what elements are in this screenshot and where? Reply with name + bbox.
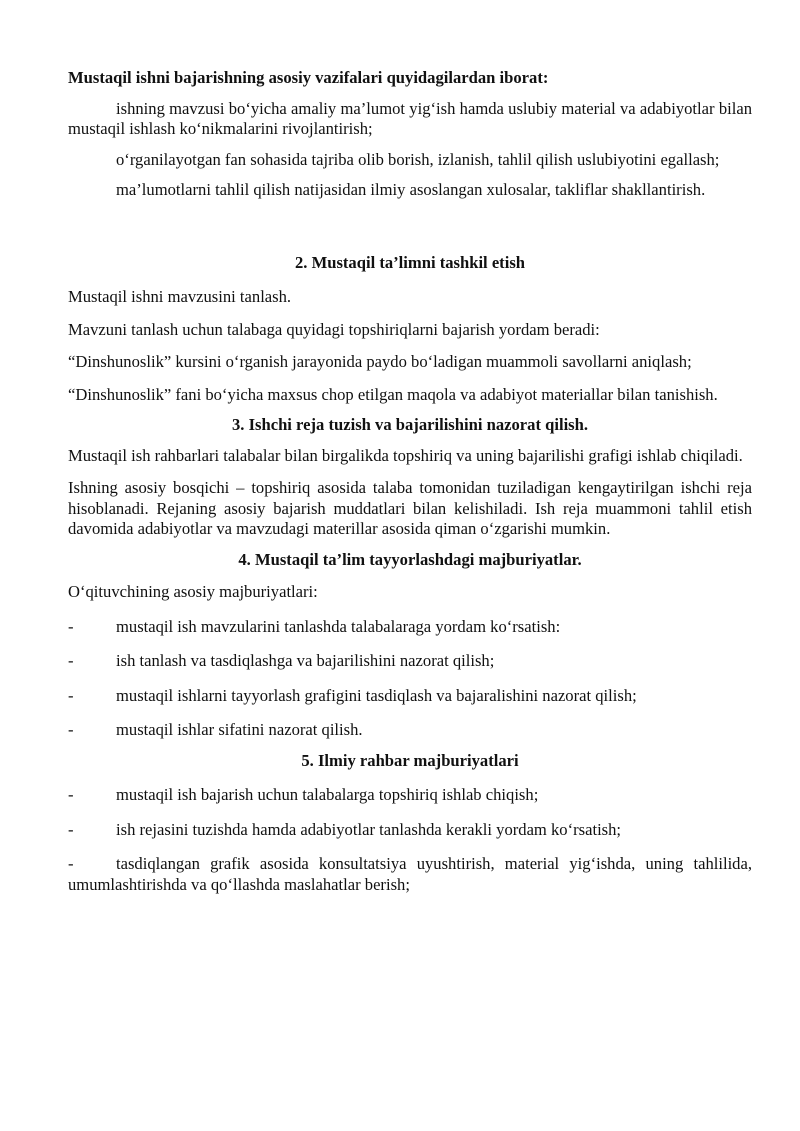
list-item-text: mustaqil ishlarni tayyorlash grafigini tasdiqlash va bajaralishini nazorat qilish;: [116, 685, 637, 705]
list-dash: -: [68, 616, 74, 636]
list-item-text: tasdiqlangan grafik asosida konsultatsiya uyushtirish, material yig‘ishda, uning tahlilida, umumlashtirishda va qo‘llashda maslahatlar berish;: [68, 854, 752, 894]
section-3-paragraph-2: Ishning asosiy bosqichi – topshiriq asosida talaba tomonidan tuziladigan kengaytirilgan ishchi reja hisoblanadi. Rejaning asosiy bajarish muddatlari bilan kelishiladi. Ish reja muammoni tahlil etish davomida adabiyotlar va mavzudagi materillar asosida qiman o‘zgarishi mumkin.: [68, 478, 752, 538]
list-dash: -: [68, 819, 74, 839]
list-item-text: mustaqil ish mavzularini tanlashda talabalaraga yordam ko‘rsatish:: [116, 616, 561, 636]
section-2-paragraph-2: Mavzuni tanlash uchun talabaga quyidagi topshiriqlarni bajarish yordam beradi:: [68, 319, 600, 339]
list-item-text: mustaqil ishlar sifatini nazorat qilish.: [116, 720, 363, 739]
section-2-paragraph-1: Mustaqil ishni mavzusini tanlash.: [68, 287, 292, 306]
section-4-list-item: [68, 720, 752, 741]
section-5-list-item: [68, 785, 752, 806]
list-dash: -: [68, 685, 74, 705]
list-dash: -: [68, 720, 74, 739]
section-3-title: 3. Ishchi reja tuzish va bajarilishini nazorat qilish.: [231, 415, 589, 434]
list-dash: -: [68, 854, 74, 873]
section-5-list-item: [68, 820, 752, 841]
section-4-lead: O‘qituvchining asosiy majburiyatlari:: [68, 582, 318, 601]
list-dash: -: [68, 785, 74, 804]
list-item-text: ish tanlash va tasdiqlashga va bajarilishini nazorat qilish;: [116, 651, 495, 670]
intro-item-2: o‘rganilayotgan fan sohasida tajriba olib borish, izlanish, tahlil qilish uslubiyotini egallash;: [116, 149, 720, 169]
document-page: [68, 68, 752, 895]
intro-heading: Mustaqil ishni bajarishning asosiy vazifalari quyidagilardan iborat:: [68, 68, 549, 87]
intro-item-3: ma’lumotlarni tahlil qilish natijasidan ilmiy asoslangan xulosalar, takliflar shakllantirish.: [116, 180, 706, 199]
section-3-paragraph-1: Mustaqil ish rahbarlari talabalar bilan birgalikda topshiriq va uning bajarilishi grafigi ishlab chiqiladi.: [68, 445, 743, 465]
section-5-title: 5. Ilmiy rahbar majburiyatlari: [301, 750, 519, 770]
list-item-text: mustaqil ish bajarish uchun talabalarga topshiriq ishlab chiqish;: [116, 785, 539, 804]
section-2-title: 2. Mustaqil ta’limni tashkil etish: [294, 252, 526, 272]
section-5-list-item-wrapped: [68, 854, 752, 895]
section-2-paragraph-4: “Dinshunoslik” fani bo‘yicha maxsus chop etilgan maqola va adabiyot materiallar bilan tanishish.: [68, 384, 718, 404]
intro-item-1: ishning mavzusi bo‘yicha amaliy ma’lumot yig‘ish hamda uslubiy material va adabiyotlar bilan mustaqil ishlash ko‘nikmalarini rivojlantirish;: [68, 98, 752, 138]
section-4-list-item: [68, 686, 752, 707]
section-2-paragraph-3: “Dinshunoslik” kursini o‘rganish jarayonida paydo bo‘ladigan muammoli savollarni aniqlash;: [68, 352, 692, 371]
section-4-title: 4. Mustaqil ta’lim tayyorlashdagi majburiyatlar.: [238, 549, 582, 569]
section-4-list-item: [68, 651, 752, 672]
list-dash: -: [68, 651, 74, 670]
section-4-list-item: [68, 617, 752, 638]
list-item-text: ish rejasini tuzishda hamda adabiyotlar tanlashda kerakli yordam ko‘rsatish;: [116, 819, 622, 839]
